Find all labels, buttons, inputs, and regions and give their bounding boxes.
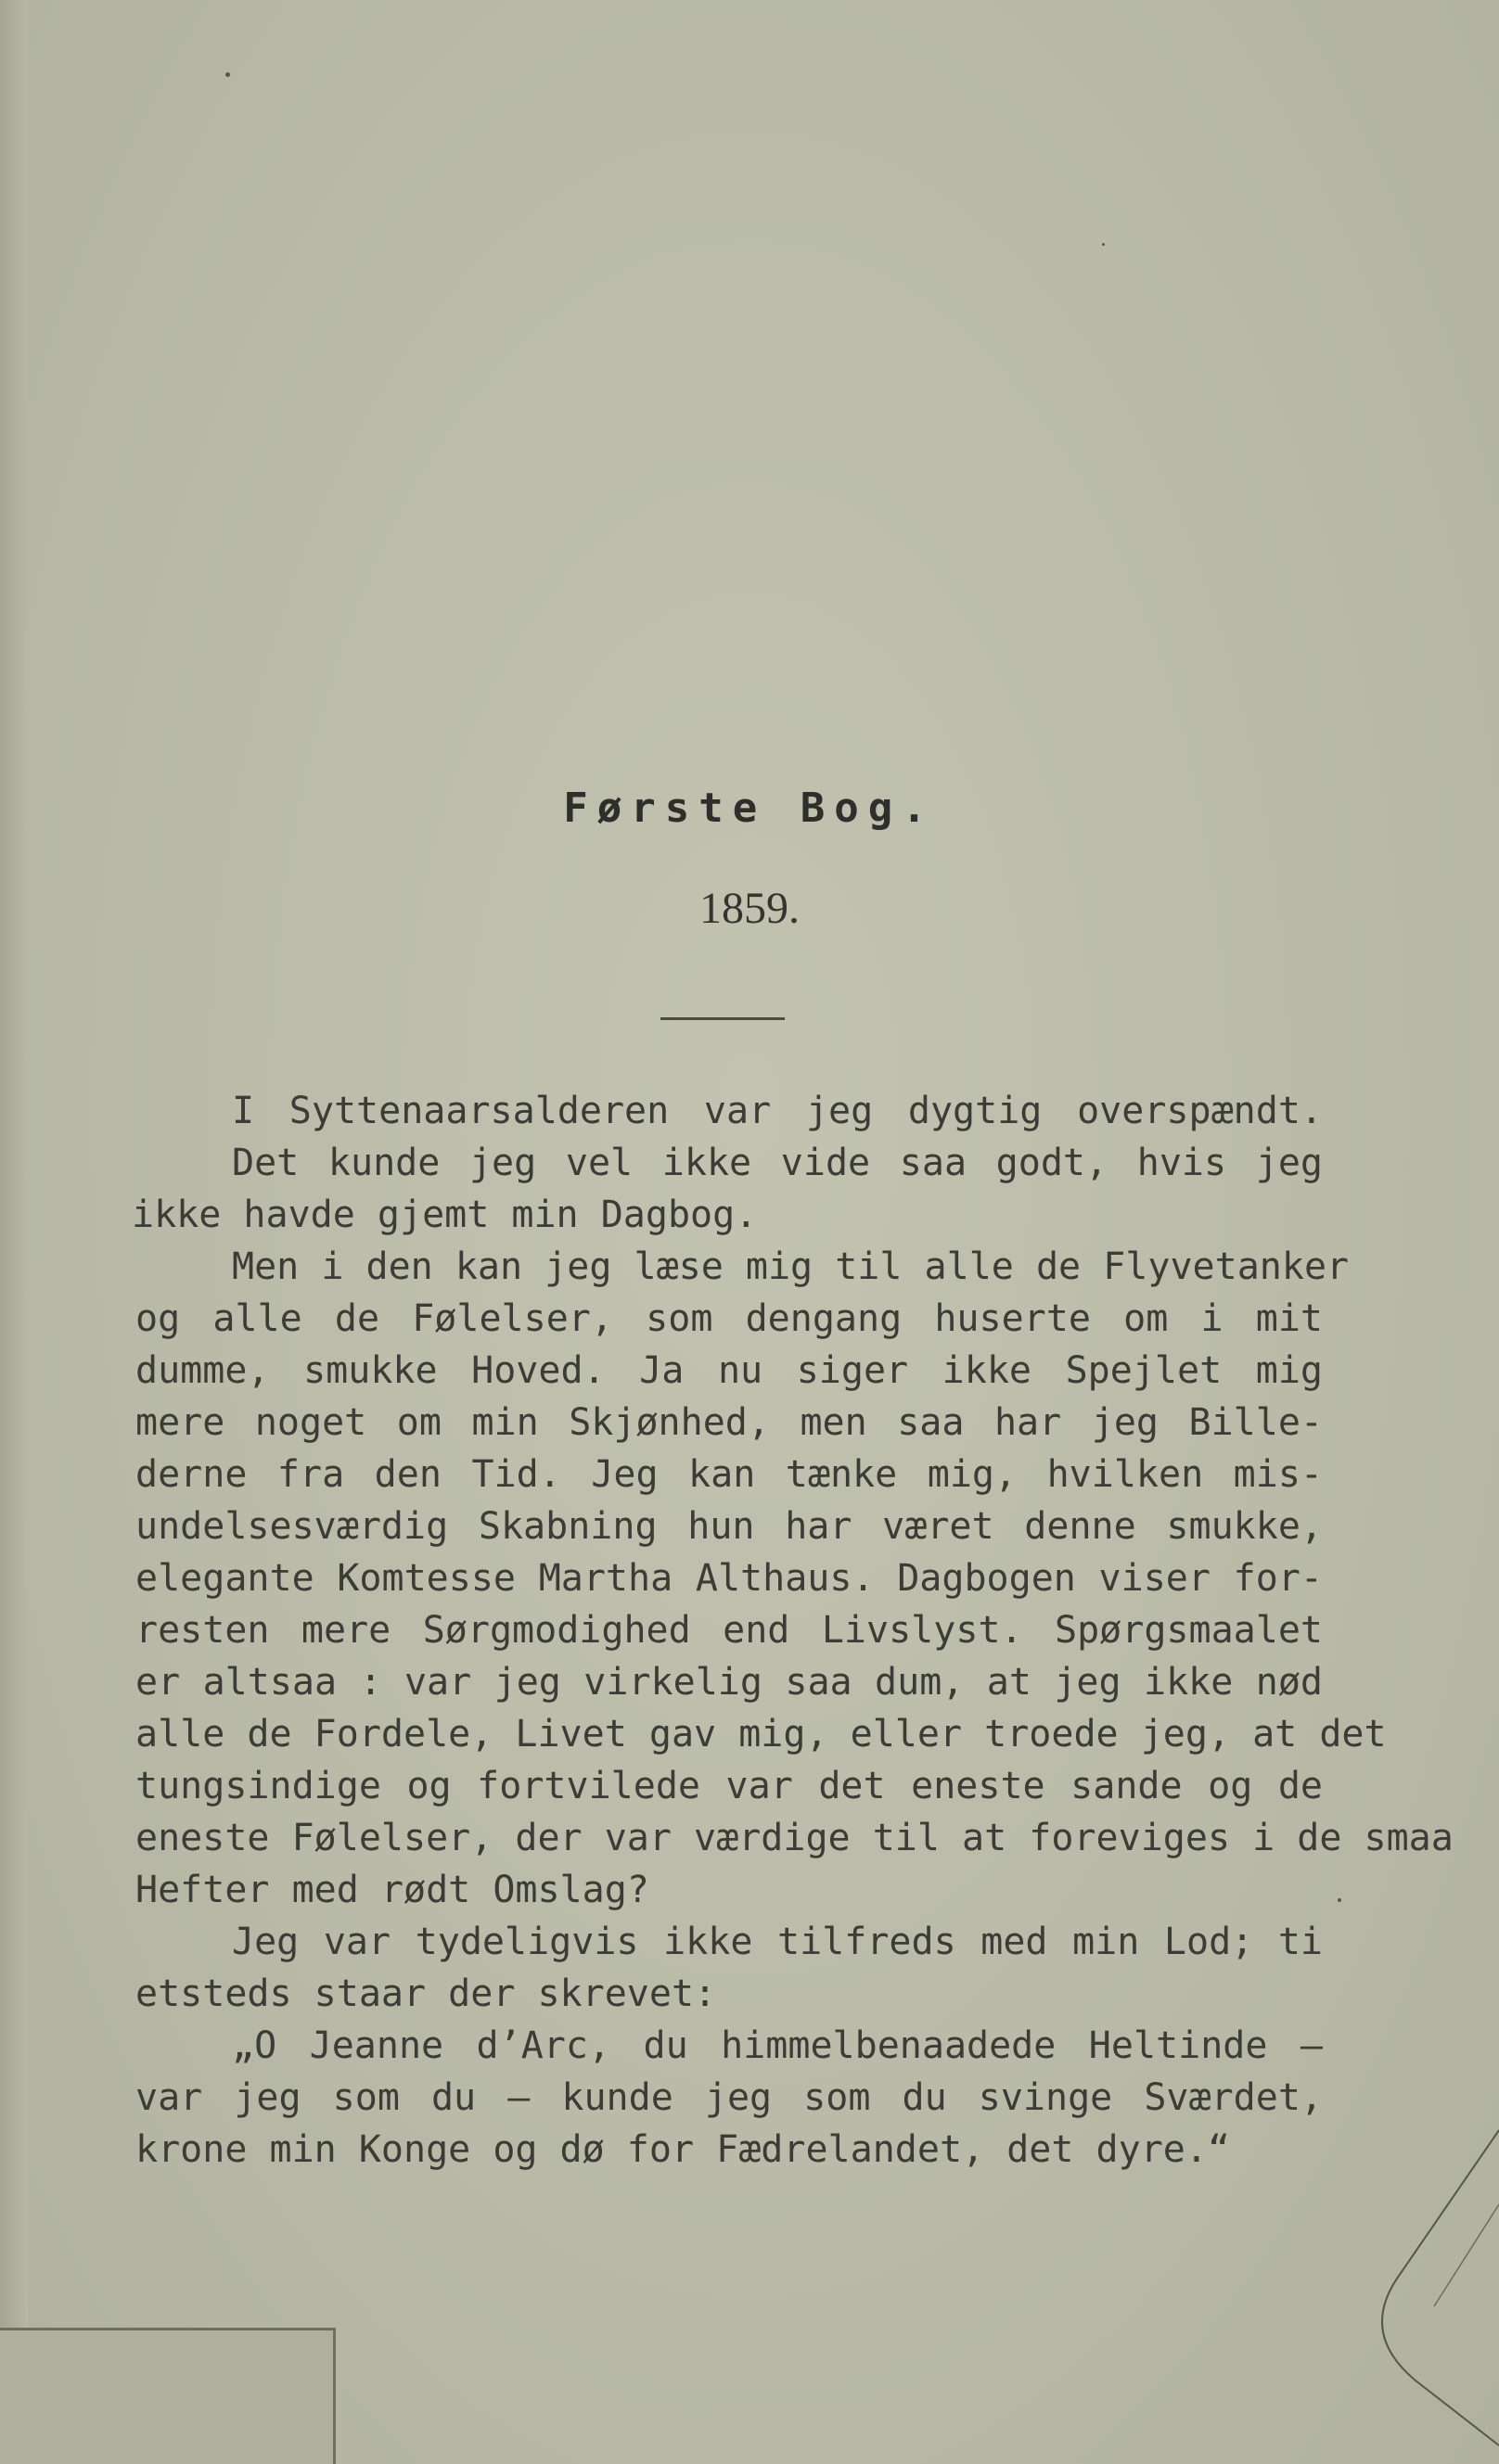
page-edge-shadow — [0, 0, 28, 2464]
text-line: tungsindige og fortvilede var det eneste sande og de — [135, 1765, 1323, 1807]
text-line: Hefter med rødt Omslag? — [135, 1869, 649, 1911]
section-divider — [660, 1017, 785, 1020]
text-line: resten mere Sørgmodighed end Livslyst. Spørgsmaalet — [135, 1609, 1323, 1652]
text-line: Det kunde jeg vel ikke vide saa godt, hvis jeg — [232, 1142, 1323, 1184]
text-line: og alle de Følelser, som dengang huserte om i mit — [135, 1297, 1323, 1340]
text-line: elegante Komtesse Martha Althaus. Dagbogen viser for- — [135, 1557, 1323, 1600]
text-line: mere noget om min Skjønhed, men saa har jeg Bille- — [135, 1401, 1323, 1444]
text-line: Jeg var tydeligvis ikke tilfreds med min Lod; ti — [232, 1921, 1323, 1963]
text-line: undelsesværdig Skabning hun har været denne smukke, — [135, 1505, 1323, 1548]
text-line: alle de Fordele, Livet gav mig, eller troede jeg, at det — [135, 1713, 1387, 1755]
ink-speck — [1338, 1898, 1341, 1902]
ink-speck — [225, 72, 230, 77]
text-line: Men i den kan jeg læse mig til alle de Flyvetanker — [232, 1245, 1350, 1288]
text-line: ikke havde gjemt min Dagbog. — [132, 1194, 758, 1236]
page-corner-fold — [1258, 2075, 1499, 2464]
ink-speck — [1102, 243, 1105, 246]
text-line: eneste Følelser, der var værdige til at foreviges i de smaa — [135, 1817, 1454, 1859]
text-line: er altsaa : var jeg virkelig saa dum, at jeg ikke nød — [135, 1661, 1323, 1704]
chapter-heading: Første Bog. — [563, 785, 936, 832]
text-line: krone min Konge og dø for Fædrelandet, det dyre.“ — [135, 2128, 1231, 2171]
text-line: var jeg som du — kunde jeg som du svinge Sværdet, — [135, 2076, 1323, 2119]
library-label-box — [0, 2328, 336, 2464]
text-line: I Syttenaarsalderen var jeg dygtig overspændt. — [232, 1090, 1323, 1132]
text-line: derne fra den Tid. Jeg kan tænke mig, hvilken mis- — [135, 1453, 1323, 1496]
text-line: „O Jeanne d’Arc, du himmelbenaadede Heltinde — — [232, 2024, 1323, 2067]
chapter-year: 1859. — [699, 884, 800, 933]
text-line: dumme, smukke Hoved. Ja nu siger ikke Spejlet mig — [135, 1349, 1323, 1392]
text-line: etsteds staar der skrevet: — [135, 1972, 717, 2015]
